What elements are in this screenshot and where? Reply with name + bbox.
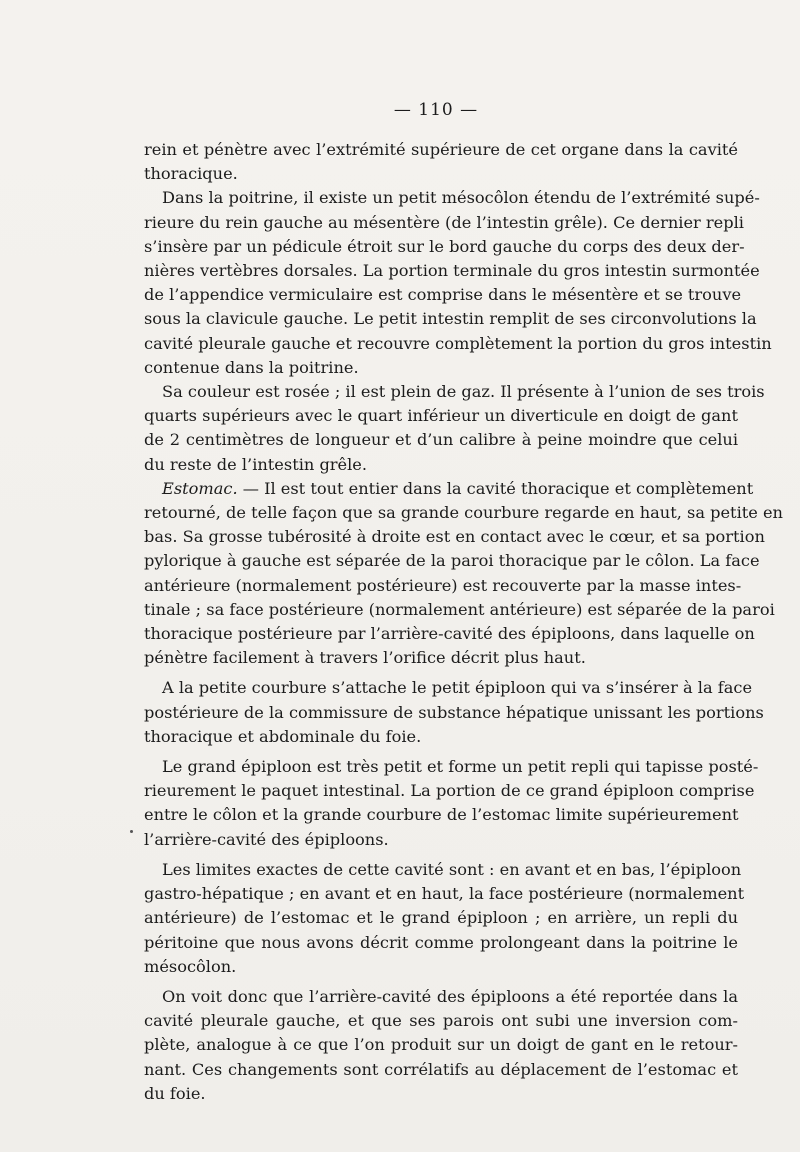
text-line: rieurement le paquet intestinal. La portion de ce grand épiploon comprise — [144, 781, 755, 801]
text-line: thoracique postérieure par l’arrière-cavité des épiploons, dans laquelle on — [144, 624, 755, 644]
text-line: Sa couleur est rosée ; il est plein de gaz. Il présente à l’union de ses trois — [162, 382, 765, 402]
text-line-rest: — Il est tout entier dans la cavité thoracique et complètement — [237, 478, 754, 498]
section-lead: Estomac. — [162, 478, 238, 498]
text-line: retourné, de telle façon que sa grande courbure regarde en haut, sa petite en — [144, 503, 783, 523]
text-line: cavité pleurale gauche et recouvre complètement la portion du gros intestin — [144, 333, 772, 353]
text-line: nières vertèbres dorsales. La portion terminale du gros intestin surmontée — [144, 261, 760, 281]
paragraph — [144, 138, 738, 186]
text-line: pylorique à gauche est séparée de la paroi thoracique par le côlon. La face — [144, 551, 760, 571]
paragraph — [144, 858, 745, 979]
text-line: tinale ; sa face postérieure (normalement antérieure) est séparée de la paroi — [144, 599, 775, 619]
paragraph — [144, 380, 765, 477]
text-line: A la petite courbure s’attache le petit épiploon qui va s’insérer à la face — [162, 678, 753, 698]
text-line: antérieure) de l’estomac et le grand épiploon ; en arrière, un repli du — [144, 908, 738, 928]
body-text — [144, 138, 783, 1106]
text-line: antérieure (normalement postérieure) est recouverte par la masse intes- — [144, 575, 742, 595]
text-line: Le grand épiploon est très petit et forme un petit repli qui tapisse posté- — [162, 757, 759, 777]
text-line: bas. Sa grosse tubérosité à droite est en contact avec le cœur, et sa portion — [144, 527, 765, 547]
text-line: thoracique. — [144, 164, 238, 184]
ink-speck — [130, 830, 133, 833]
text-line — [144, 477, 754, 501]
text-line: postérieure de la commissure de substance hépatique unissant les portions — [144, 702, 764, 722]
paragraph — [144, 676, 764, 749]
text-line: quarts supérieurs avec le quart inférieur un diverticule en doigt de gant — [144, 406, 738, 426]
text-line: de 2 centimètres de longueur et d’un calibre à peine moindre que celui — [144, 430, 738, 450]
text-line: sous la clavicule gauche. Le petit intestin remplit de ses circonvolutions la — [144, 309, 757, 329]
text-line: contenue dans la poitrine. — [144, 357, 359, 377]
text-line: gastro-hépatique ; en avant et en haut, la face postérieure (normalement — [144, 884, 745, 904]
text-line: nant. Ces changements sont corrélatifs au déplacement de l’estomac et — [144, 1059, 738, 1079]
text-line: plète, analogue à ce que l’on produit sur un doigt de gant en le retour- — [144, 1035, 738, 1055]
text-line: cavité pleurale gauche, et que ses parois ont subi une inversion com- — [144, 1011, 738, 1031]
text-line: rein et pénètre avec l’extrémité supérieure de cet organe dans la cavité — [144, 140, 738, 159]
paragraph — [144, 186, 772, 380]
text-line: du reste de l’intestin grêle. — [144, 454, 368, 474]
text-line: l’arrière-cavité des épiploons. — [144, 829, 389, 849]
text-line: de l’appendice vermiculaire est comprise dans le mésentère et se trouve — [144, 285, 742, 305]
paragraph — [144, 755, 759, 852]
text-line: du foie. — [144, 1083, 206, 1103]
text-line: entre le côlon et la grande courbure de l’estomac limite supérieurement — [144, 805, 739, 825]
text-line: On voit donc que l’arrière-cavité des épiploons a été reportée dans la — [162, 986, 738, 1006]
text-line: péritoine que nous avons décrit comme prolongeant dans la poitrine le — [144, 932, 738, 952]
text-line: mésocôlon. — [144, 956, 237, 976]
text-line: Dans la poitrine, il existe un petit mésocôlon étendu de l’extrémité supé- — [162, 188, 760, 208]
paragraph — [144, 985, 738, 1106]
text-line: rieure du rein gauche au mésentère (de l’intestin grêle). Ce dernier repli — [144, 212, 744, 232]
text-line: s’insère par un pédicule étroit sur le bord gauche du corps des deux der- — [144, 236, 745, 256]
text-line: Les limites exactes de cette cavité sont : en avant et en bas, l’épiploon — [162, 859, 742, 879]
paragraph — [144, 477, 783, 671]
text-line: thoracique et abdominale du foie. — [144, 726, 422, 746]
text-line: pénètre facilement à travers l’orifice décrit plus haut. — [144, 648, 586, 668]
page-number: — 110 — — [393, 100, 479, 120]
